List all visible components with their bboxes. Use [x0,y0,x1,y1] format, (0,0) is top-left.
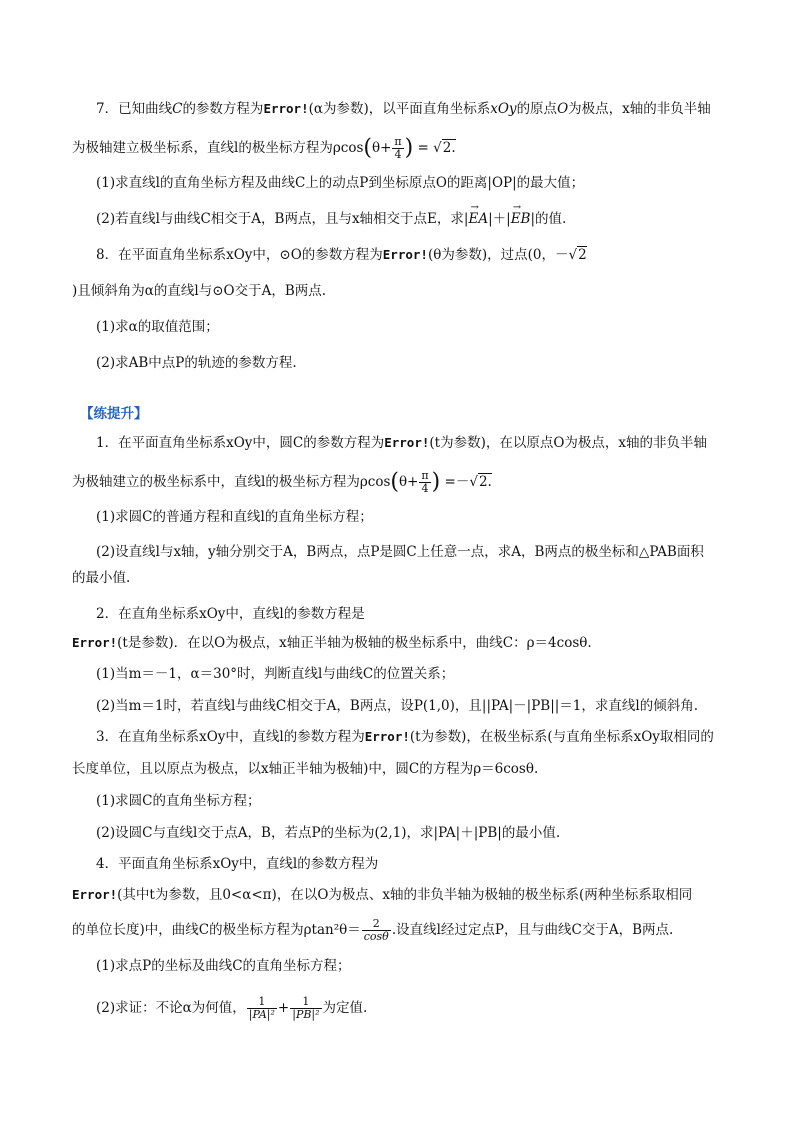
text: (2)若直线l与曲线C相交于A，B两点，且与x轴相交于点E，求| [96,211,469,227]
text: (t为参数)，在以原点O为极点，x轴的非负半轴 [429,435,708,451]
problem-7-line-1: 7．已知曲线C的参数方程为Error!(α为参数)，以平面直角坐标系xOy的原点O为极点，x轴的非负半轴 [96,101,711,117]
fraction-2-over-cos: $\frac{2}{\cos\theta}$ [363,917,389,943]
problem-8-line-2: )且倾斜角为α的直线l与⊙O交于A，B两点. [72,283,327,299]
problem-7-question-1: (1)求直线l的直角坐标方程及曲线C上的动点P到坐标原点O的距离|OP|的最大值； [96,175,585,191]
text: (2)求证：不论α为何值， [96,1000,246,1016]
practice-3-question-2: (2)设圆C与直线l交于点A，B，若点P的坐标为(2,1)，求|PA|＋|PB|的最小值. [96,825,561,841]
text: 为定值. [322,1000,368,1016]
practice-1-line-1 [96,434,707,452]
vector-ea: → EA [468,210,488,228]
fraction-pi-over-4: $\frac{\pi}{4}$ [421,469,429,495]
text: 为极点，x轴的非负半轴 [568,101,711,117]
text: 的单位长度)中，曲线C的极坐标方程为ρtan²θ＝ [72,922,361,938]
problem-7-question-2 [96,210,566,228]
text: θ+ [398,474,419,490]
text: (t为参数)，在极坐标系(与直角坐标系xOy取相同的 [409,729,714,745]
text: θ+ [371,140,392,156]
error-placeholder: Error! [384,435,430,450]
practice-4-question-1: (1)求点P的坐标及曲线C的直角坐标方程； [96,958,351,974]
text: (t是参数)．在以O为极点，x轴正半轴为极轴的极坐标系中，曲线C：ρ＝4cosθ. [117,635,592,651]
text: 8．在平面直角坐标系xOy中，⊙O的参数方程为 [96,247,383,263]
fraction-1-over-pb2: $\frac{1}{\text{|PB|²}}$ [292,995,320,1021]
practice-2-line-1: 2．在直角坐标系xOy中，直线l的参数方程是 [96,606,365,622]
practice-2-line-2 [72,634,592,652]
practice-1-question-2: (2)设直线l与x轴，y轴分别交于A，B两点，点P是圆C上任意一点，求A，B两点的极坐标和△PAB面积 [96,544,704,560]
practice-3-line-1 [96,728,714,746]
text: |＋| [488,211,511,227]
practice-1-line-2: 为极轴建立的极坐标系中，直线l的极坐标方程为ρcos(θ+ $\frac{\pi}{4}$ ) =－√2. [72,469,492,495]
practice-2-question-2: (2)当m＝1时，若直线l与曲线C相交于A，B两点，设P(1,0)，且||PA|－|PB||＝1，求直线l的倾斜角. [96,698,699,714]
error-placeholder: Error! [72,635,118,650]
text: 3．在直角坐标系xOy中，直线l的参数方程为 [96,729,365,745]
practice-4-question-2 [96,996,367,1021]
text: 1．在平面直角坐标系xOy中，圆C的参数方程为 [96,435,385,451]
text: |的值. [530,211,567,227]
problem-8-question-2: (2)求AB中点P的轨迹的参数方程. [96,355,297,371]
text: =－ [444,474,470,490]
text: (其中t为参数，且0<α<π)，在以O为极点、x轴的非负半轴为极轴的极坐标系(两种坐标系取相同 [117,887,693,903]
practice-3-line-2: 长度单位，且以原点为极点，以x轴正半轴为极轴)中，圆C的方程为ρ＝6cosθ. [72,761,539,777]
problem-8-line-1: 8．在平面直角坐标系xOy中，⊙O的参数方程为Error!(θ为参数)，过点(0，－√2 [96,247,587,263]
vector-eb: → EB [511,210,531,228]
fraction-1-over-pa2: $\frac{1}{\text{|PA|²}}$ [248,995,275,1021]
sqrt-value: 2. [442,140,456,156]
practice-4-line-1: 4．平面直角坐标系xOy中，直线l的参数方程为 [96,856,379,872]
error-placeholder: Error! [382,247,428,262]
sqrt-value: 2. [478,474,492,490]
text: (α为参数)，以平面直角坐标系 [308,101,491,117]
problem-7-line-2: 为极轴建立极坐标系，直线l的极坐标方程为ρcos(θ+ $\frac{\pi}{4}$ ) = √2. [72,135,456,161]
sqrt-value: 2 [578,247,587,263]
practice-3-question-1: (1)求圆C的直角坐标方程； [96,793,261,809]
practice-1-question-1: (1)求圆C的普通方程和直线l的直角坐标方程； [96,509,373,525]
text: = [417,140,429,156]
practice-4-line-3 [72,918,673,943]
error-placeholder: Error! [72,887,118,902]
text: 的原点 [516,101,558,117]
section-title: 【练提升】 [80,406,148,422]
text: 为极轴建立极坐标系，直线l的极坐标方程为ρcos [72,140,364,156]
practice-2-question-1: (1)当m＝－1，α＝30°时，判断直线l与曲线C的位置关系； [96,666,455,682]
plus-sign: + [277,1000,290,1016]
text: (θ为参数)，过点(0，－ [427,247,569,263]
error-placeholder: Error! [263,101,309,116]
text: 7．已知曲线 [96,101,173,117]
text: 的参数方程为 [182,101,264,117]
practice-4-line-2 [72,886,692,904]
text: 为极轴建立的极坐标系中，直线l的极坐标方程为ρcos [72,474,391,490]
problem-8-question-1: (1)求α的取值范围； [96,319,219,335]
text: .设直线l经过定点P，且与曲线C交于A，B两点. [391,922,674,938]
error-placeholder: Error! [364,729,410,744]
practice-1-question-2-cont: 的最小值. [72,570,131,586]
fraction-pi-over-4: $\frac{\pi}{4}$ [394,135,402,161]
